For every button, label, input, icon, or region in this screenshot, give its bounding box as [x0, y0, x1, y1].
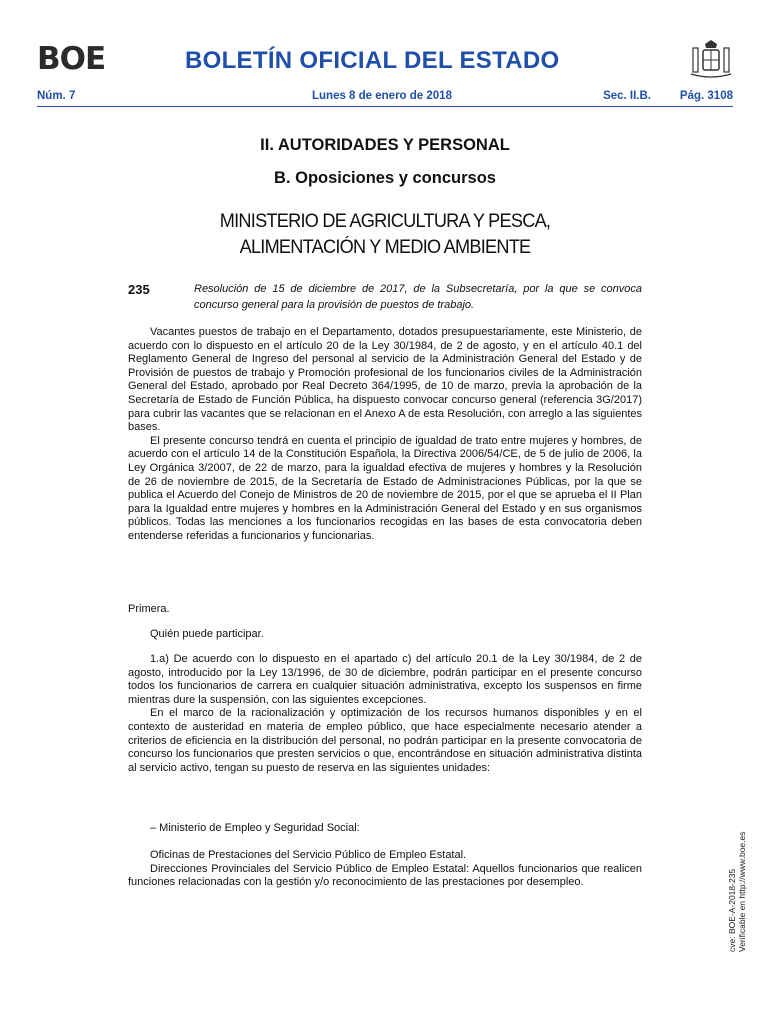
section-title: II. AUTORIDADES Y PERSONAL — [260, 136, 510, 154]
participation-paragraphs — [128, 653, 642, 775]
paragraph: Direcciones Provinciales del Servicio Público de Empleo Estatal: Aquellos funcionarios que realicen funciones relacionadas con la gestión y/o reconocimiento de las prestaciones por desempleo. — [128, 862, 642, 889]
resolution-number: 235 — [128, 282, 150, 297]
coat-of-arms-icon — [689, 38, 733, 82]
paragraph: Primera. — [128, 603, 170, 615]
boe-logo — [37, 43, 115, 75]
intro-paragraphs — [128, 326, 642, 544]
base-subheading — [128, 628, 642, 642]
ministry-list-item — [128, 822, 642, 836]
page-header — [37, 38, 733, 88]
page-number: Pág. 3108 — [679, 90, 733, 102]
issue-meta — [37, 90, 733, 106]
paragraph: En el marco de la racionalización y optimización de los recursos humanos disponibles y en el contexto de austeridad en materia de empleo público, que hace especialmente necesario atender a criterios de eficiencia en la distribución del personal, no podrán participar en la presente convocatoria de concurso los funcionarios que presten servicios o que, encontrándose en situación administrativa distinta al servicio activo, tengan su puesto de reserva en las siguientes unidades: — [128, 707, 642, 774]
resolution-title: Resolución de 15 de diciembre de 2017, de la Subsecretaría, por la que se convoca concurso general para la provisión de puestos de trabajo. — [194, 283, 642, 311]
paragraph: Oficinas de Prestaciones del Servicio Público de Empleo Estatal. — [150, 849, 467, 861]
issue-number: Núm. 7 — [37, 90, 76, 102]
subsection-title: B. Oposiciones y concursos — [274, 169, 496, 187]
paragraph: Quién puede participar. — [150, 628, 264, 640]
header-divider — [37, 106, 733, 107]
paragraph: – Ministerio de Empleo y Seguridad Social: — [150, 822, 360, 834]
ministry-line-1: MINISTERIO DE AGRICULTURA Y PESCA, — [219, 210, 551, 232]
logo-text: BOE — [37, 41, 106, 77]
section-label: Sec. II.B. — [603, 90, 651, 102]
ministry-heading — [27, 208, 743, 260]
verification-note — [727, 832, 747, 953]
issue-date: Lunes 8 de enero de 2018 — [312, 90, 452, 102]
base-heading — [128, 603, 642, 617]
paragraph: El presente concurso tendrá en cuenta el principio de igualdad de trato entre mujeres y hombres, de acuerdo con el artículo 14 de la Constitución Española, la Directiva 2006/54/CE, de 5 de julio de 2006, la Ley Orgánica 3/2007, de 22 de marzo, para la igualdad efectiva de mujeres y hombres y la Resolución de 26 de noviembre de 2015, de la Secretaría de Estado de Administraciones Públicas, por la que se publica el Acuerdo del Conejo de Ministros de 20 de noviembre de 2015, por el que se aprueba el II Plan para la Igualdad entre mujeres y hombres en la Administración General del Estado y en sus organismos públicos. Todas las menciones a los funcionarios recogidas en las bases de esta convocatoria deben entenderse referidas a funcionarios y funcionarias. — [128, 434, 642, 542]
paragraph: 1.a) De acuerdo con lo dispuesto en el apartado c) del artículo 20.1 de la Ley 30/1984, de 2 de agosto, introducido por la Ley 13/1996, de 30 de diciembre, podrán participar en el presente concurso todos los funcionarios de carrera en cualquier situación administrativa, excepto los suspensos en firme mientras dure la suspensión, con las siguientes excepciones. — [128, 653, 642, 706]
paragraph: Vacantes puestos de trabajo en el Departamento, dotados presupuestariamente, este Ministerio, de acuerdo con lo dispuesto en el artículo 20 de la Ley 30/1984, de 2 de agosto, y en el artículo 40.1 del Reglamento General de Ingreso del personal al servicio de la Administración General del Estado y de Provisión de puestos de trabajo y Promoción profesional de los funcionarios civiles de la Administración General del Estado, aprobado por Real Decreto 364/1995, de 10 de marzo, previa la aprobación de la Secretaría de Estado de Función Pública, ha dispuesto convocar concurso general (referencia 3G/2017) para cubrir las vacantes que se relacionan en el Anexo A de esta Resolución, con arreglo a las siguientes bases. — [128, 326, 642, 434]
cve-code: cve: BOE-A-2018-235 — [727, 868, 737, 952]
excluded-units — [128, 849, 642, 890]
verify-link[interactable]: Verificable en http://www.boe.es — [737, 831, 747, 952]
ministry-line-2: ALIMENTACIÓN Y MEDIO AMBIENTE — [239, 236, 531, 258]
journal-title: BOLETÍN OFICIAL DEL ESTADO — [185, 47, 560, 74]
